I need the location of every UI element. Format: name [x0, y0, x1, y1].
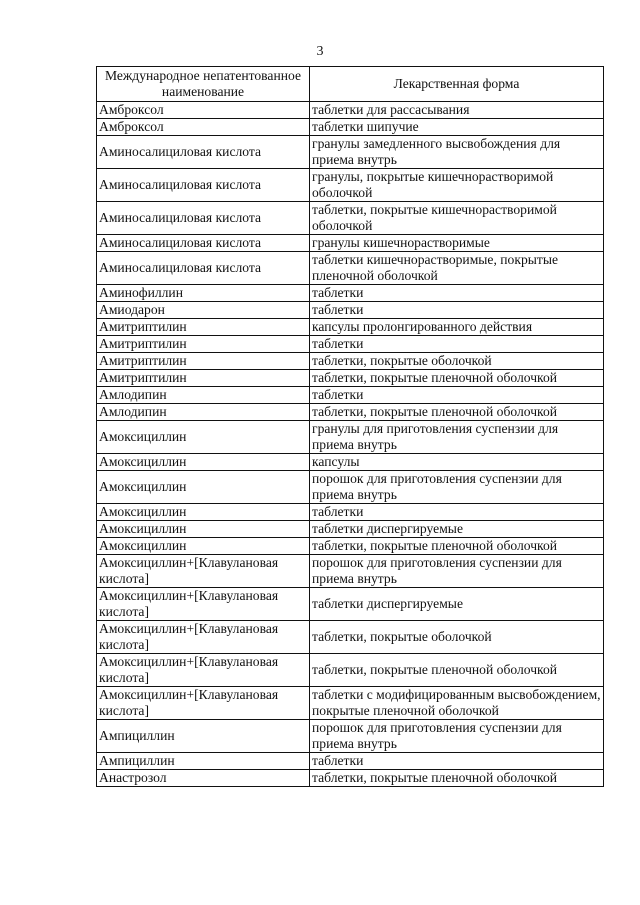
table-row [97, 319, 604, 336]
table-header-row [97, 67, 604, 102]
dosage-form-cell: таблетки [310, 336, 604, 353]
inn-cell: Амитриптилин [97, 336, 310, 353]
dosage-form-cell: порошок для приготовления суспензии для приема внутрь [310, 720, 604, 753]
dosage-form-cell: таблетки, покрытые оболочкой [310, 621, 604, 654]
inn-cell: Амброксол [97, 102, 310, 119]
inn-cell: Амлодипин [97, 387, 310, 404]
dosage-form-cell: таблетки, покрытые пленочной оболочкой [310, 538, 604, 555]
inn-cell: Амоксициллин [97, 504, 310, 521]
table-row [97, 404, 604, 421]
dosage-form-cell: таблетки, покрытые кишечнорастворимой оболочкой [310, 202, 604, 235]
inn-cell: Амоксициллин+[Клавулановая кислота] [97, 555, 310, 588]
dosage-form-cell: таблетки для рассасывания [310, 102, 604, 119]
inn-cell: Амброксол [97, 119, 310, 136]
table-row [97, 136, 604, 169]
table-row [97, 753, 604, 770]
dosage-form-cell: таблетки, покрытые пленочной оболочкой [310, 654, 604, 687]
inn-cell: Амоксициллин+[Клавулановая кислота] [97, 621, 310, 654]
inn-cell: Анастрозол [97, 770, 310, 787]
dosage-form-cell: таблетки шипучие [310, 119, 604, 136]
table-row [97, 119, 604, 136]
header-dosage-form: Лекарственная форма [310, 67, 604, 102]
inn-cell: Амоксициллин+[Клавулановая кислота] [97, 654, 310, 687]
inn-cell: Амиодарон [97, 302, 310, 319]
inn-cell: Амоксициллин+[Клавулановая кислота] [97, 588, 310, 621]
dosage-form-cell: гранулы, покрытые кишечнорастворимой оболочкой [310, 169, 604, 202]
dosage-form-cell: таблетки кишечнорастворимые, покрытые пленочной оболочкой [310, 252, 604, 285]
inn-cell: Амоксициллин [97, 454, 310, 471]
table-row [97, 387, 604, 404]
header-inn: Международное непатентованное наименование [97, 67, 310, 102]
dosage-form-cell: таблетки [310, 753, 604, 770]
table-row [97, 421, 604, 454]
inn-cell: Амитриптилин [97, 353, 310, 370]
inn-cell: Ампициллин [97, 753, 310, 770]
table-row [97, 720, 604, 753]
drug-table [96, 66, 604, 787]
dosage-form-cell: таблетки, покрытые пленочной оболочкой [310, 370, 604, 387]
dosage-form-cell: капсулы [310, 454, 604, 471]
table-row [97, 454, 604, 471]
table-body [97, 102, 604, 787]
inn-cell: Амоксициллин+[Клавулановая кислота] [97, 687, 310, 720]
table-row [97, 504, 604, 521]
inn-cell: Аминосалициловая кислота [97, 136, 310, 169]
table-row [97, 654, 604, 687]
table-row [97, 252, 604, 285]
table-row [97, 770, 604, 787]
dosage-form-cell: таблетки [310, 504, 604, 521]
dosage-form-cell: таблетки, покрытые пленочной оболочкой [310, 770, 604, 787]
inn-cell: Аминосалициловая кислота [97, 169, 310, 202]
inn-cell: Амитриптилин [97, 370, 310, 387]
page-number: 3 [316, 44, 324, 59]
table-row [97, 588, 604, 621]
table-row [97, 336, 604, 353]
dosage-form-cell: таблетки диспергируемые [310, 588, 604, 621]
dosage-form-cell: гранулы кишечнорастворимые [310, 235, 604, 252]
dosage-form-cell: капсулы пролонгированного действия [310, 319, 604, 336]
inn-cell: Амлодипин [97, 404, 310, 421]
table-row [97, 302, 604, 319]
inn-cell: Аминосалициловая кислота [97, 235, 310, 252]
dosage-form-cell: порошок для приготовления суспензии для приема внутрь [310, 555, 604, 588]
dosage-form-cell: порошок для приготовления суспензии для приема внутрь [310, 471, 604, 504]
inn-cell: Аминосалициловая кислота [97, 202, 310, 235]
table-row [97, 102, 604, 119]
dosage-form-cell: гранулы замедленного высвобождения для приема внутрь [310, 136, 604, 169]
table-row [97, 370, 604, 387]
inn-cell: Амоксициллин [97, 538, 310, 555]
table-row [97, 555, 604, 588]
table-row [97, 285, 604, 302]
dosage-form-cell: таблетки диспергируемые [310, 521, 604, 538]
dosage-form-cell: таблетки [310, 302, 604, 319]
inn-cell: Аминофиллин [97, 285, 310, 302]
dosage-form-cell: таблетки, покрытые пленочной оболочкой [310, 404, 604, 421]
table-row [97, 202, 604, 235]
inn-cell: Аминосалициловая кислота [97, 252, 310, 285]
dosage-form-cell: гранулы для приготовления суспензии для приема внутрь [310, 421, 604, 454]
table-row [97, 521, 604, 538]
dosage-form-cell: таблетки, покрытые оболочкой [310, 353, 604, 370]
table-row [97, 353, 604, 370]
dosage-form-cell: таблетки [310, 387, 604, 404]
inn-cell: Амоксициллин [97, 471, 310, 504]
inn-cell: Амоксициллин [97, 521, 310, 538]
inn-cell: Амоксициллин [97, 421, 310, 454]
dosage-form-cell: таблетки с модифицированным высвобождением, покрытые пленочной оболочкой [310, 687, 604, 720]
table-row [97, 687, 604, 720]
table-row [97, 621, 604, 654]
table-row [97, 169, 604, 202]
table-row [97, 538, 604, 555]
table-row [97, 471, 604, 504]
inn-cell: Ампициллин [97, 720, 310, 753]
dosage-form-cell: таблетки [310, 285, 604, 302]
table-row [97, 235, 604, 252]
inn-cell: Амитриптилин [97, 319, 310, 336]
